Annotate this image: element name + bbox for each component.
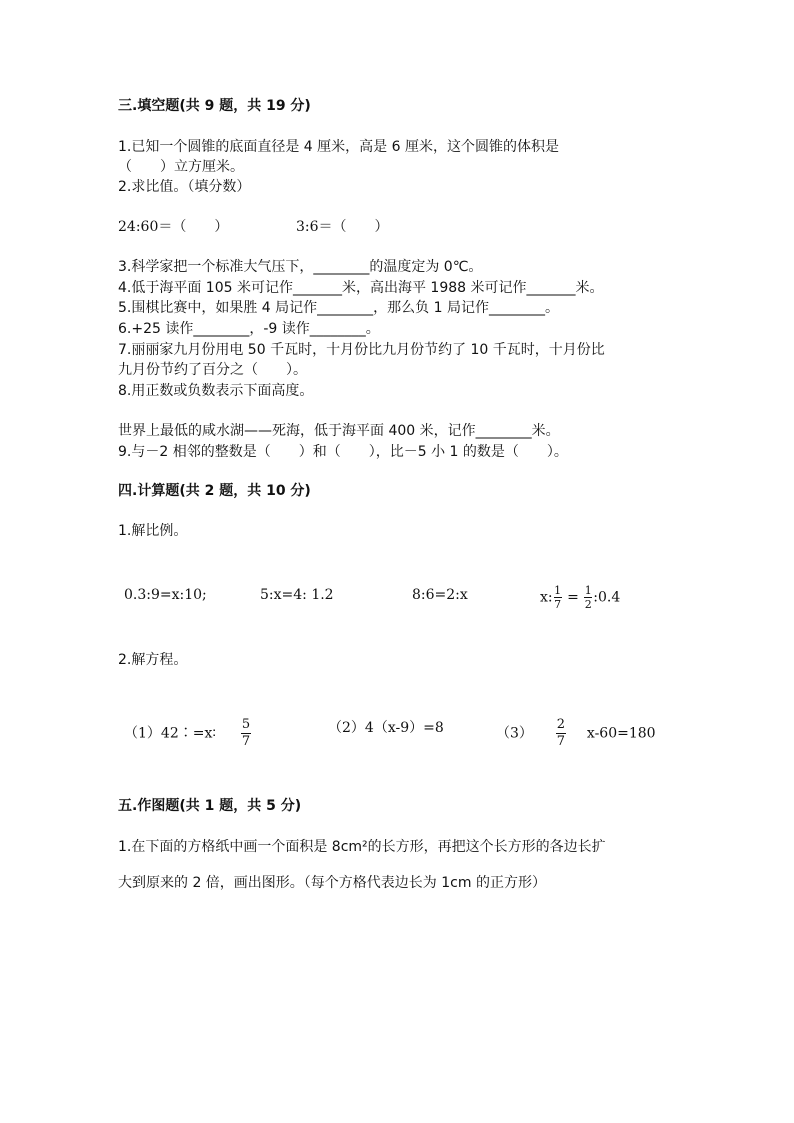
equation-1 bbox=[124, 718, 252, 749]
equation-1-text: （1）42∶=x∶ bbox=[124, 725, 216, 742]
equals-sign: = bbox=[562, 589, 584, 606]
fraction-numerator: 1 bbox=[554, 584, 562, 597]
fraction-two-sevenths bbox=[556, 718, 566, 749]
question-3-3: 3.科学家把一个标准大气压下，________的温度定为 0℃。 bbox=[118, 259, 483, 275]
equation-3-text: x-60=180 bbox=[586, 725, 656, 742]
fraction-one-half bbox=[584, 585, 592, 610]
equation-2: （2）4（x-9）=8 bbox=[328, 720, 444, 736]
question-5-1-line1: 1.在下面的方格纸中画一个面积是 8cm²的长方形，再把这个长方形的各边长扩 bbox=[118, 839, 606, 855]
fraction-numerator: 1 bbox=[584, 584, 592, 597]
question-3-7-line1: 7.丽丽家九月份用电 50 千瓦时，十月份比九月份节约了 10 千瓦时，十月份比 bbox=[118, 342, 605, 358]
question-3-8: 8.用正数或负数表示下面高度。 bbox=[118, 383, 314, 399]
question-3-5: 5.围棋比赛中，如果胜 4 局记作________，那么负 1 局记作________。 bbox=[118, 300, 559, 316]
section-4-heading: 四.计算题(共 2 题，共 10 分) bbox=[118, 483, 311, 499]
fraction-denominator: 2 bbox=[584, 598, 592, 611]
proportion-4-suffix: :0.4 bbox=[593, 589, 621, 606]
proportion-1: 0.3:9=x:10; bbox=[124, 587, 207, 603]
question-3-1-line2: （ ）立方厘米。 bbox=[118, 159, 244, 175]
question-3-6: 6.+25 读作________，-9 读作________。 bbox=[118, 321, 380, 337]
section-5-heading: 五.作图题(共 1 题，共 5 分) bbox=[118, 798, 302, 814]
equation-3 bbox=[496, 718, 656, 749]
proportion-4-prefix: x: bbox=[540, 589, 553, 606]
fraction-one-seventh bbox=[554, 585, 562, 610]
section-3-heading: 三.填空题(共 9 题，共 19 分) bbox=[118, 98, 311, 114]
proportion-2: 5:x=4: 1.2 bbox=[260, 587, 334, 603]
fraction-denominator: 7 bbox=[554, 598, 562, 611]
question-4-2: 2.解方程。 bbox=[118, 652, 188, 668]
fraction-numerator: 5 bbox=[241, 717, 251, 732]
question-3-2-part-a: 24:60＝（ ） bbox=[118, 219, 229, 235]
proportion-3: 8:6=2:x bbox=[412, 587, 468, 603]
fraction-denominator: 7 bbox=[241, 734, 251, 749]
fraction-numerator: 2 bbox=[556, 717, 566, 732]
question-3-2: 2.求比值。（填分数） bbox=[118, 179, 251, 195]
question-3-8-item: 世界上最低的咸水湖——死海，低于海平面 400 米，记作________米。 bbox=[118, 423, 560, 439]
fraction-five-sevenths bbox=[241, 718, 251, 749]
proportion-4 bbox=[540, 585, 620, 610]
fraction-denominator: 7 bbox=[556, 734, 566, 749]
question-3-7-line2: 九月份节约了百分之（ ）。 bbox=[118, 362, 307, 378]
question-3-2-part-b: 3:6＝（ ） bbox=[296, 219, 389, 235]
question-5-1-line2: 大到原来的 2 倍，画出图形。（每个方格代表边长为 1cm 的正方形） bbox=[118, 875, 546, 891]
question-3-9: 9.与－2 相邻的整数是（ ）和（ ），比－5 小 1 的数是（ ）。 bbox=[118, 444, 568, 460]
question-3-4: 4.低于海平面 105 米可记作_______米，高出海平 1988 米可记作_______米。 bbox=[118, 280, 604, 296]
question-3-1-line1: 1.已知一个圆锥的底面直径是 4 厘米，高是 6 厘米，这个圆锥的体积是 bbox=[118, 139, 559, 155]
equation-3-label: （3） bbox=[496, 725, 533, 742]
question-4-1: 1.解比例。 bbox=[118, 523, 188, 539]
